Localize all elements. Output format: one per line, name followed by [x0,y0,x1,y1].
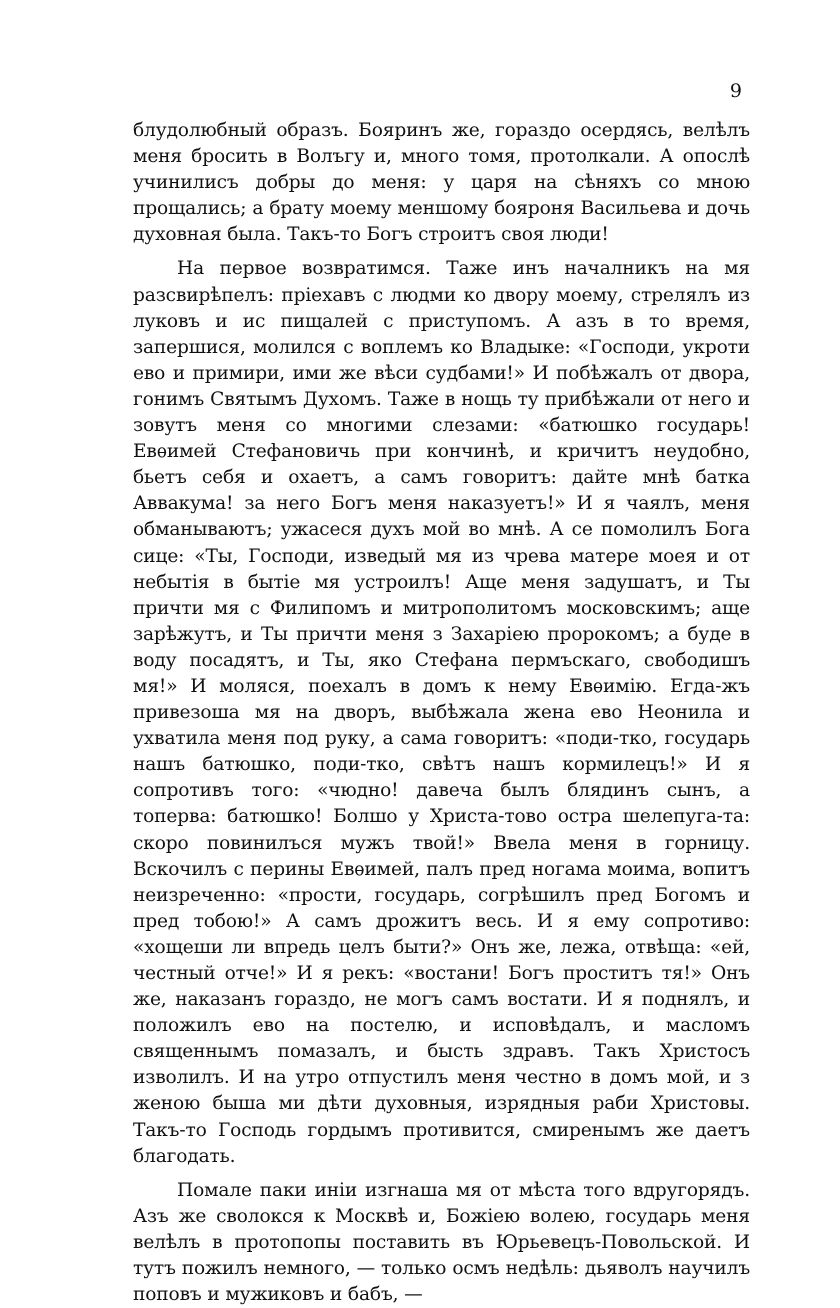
paragraph-continuation: блудолюбный образъ. Бояринъ же, гораздо осердясь, велѣлъ меня бросить в Волъгу и, много томя, протолкали. А опослѣ учинилисъ добры до меня: у царя на сѣняхъ со мною прощались; а брату моему меншому бояроня Васильева и дочь духовная была. Такъ-то Богъ строитъ своя люди! [133,120,750,246]
paragraph-evfimey-story: На первое возвратимся. Таже инъ началникъ на мя разсвирѣпелъ: пріехавъ с людми ко двору моему, стрелялъ из луковъ и ис пищалей с приступомъ. А азъ в то время, запершися, молился с воплемъ ко Владыке: «Господи, укроти ево и примири, ими же вѣси судбами!» И побѣжалъ от двора, гонимъ Святымъ Духомъ. Таже в нощь ту прибѣжали от него и зовутъ меня со многими слезами: «батюшко государь! Евѳимей Стефановичь при кончинѣ, и кричитъ неудобно, бьетъ себя и охаетъ, а самъ говоритъ: дайте мнѣ батка Аввакума! за него Богъ меня наказуетъ!» И я чаялъ, меня обманываютъ; ужасеся духъ мой во мнѣ. А се помолилъ Бога сице: «Ты, Господи, изведый мя из чрева матере моея и от небытія в бытіе мя устроилъ! Аще меня задушатъ, и Ты причти мя с Филипомъ и митрополитомъ московскимъ; аще зарѣжутъ, и Ты причти меня з Захаріею пророкомъ; а буде в воду посадятъ, и Ты, яко Стефана пермъскаго, свободишъ мя!» И моляся, поехалъ в домъ к нему Евѳимію. Егда-жъ привезоша мя на дворъ, выбѣжала жена ево Неонила и ухватила меня под руку, а сама говоритъ: «поди-тко, государь нашъ батюшко, поди-тко, свѣтъ нашъ кормилецъ!» И я сопротивъ того: «чюдно! давеча былъ блядинъ сынъ, а топерва: батюшко! Болшо у Христа-тово остра шелепуга-та: скоро повинилъся мужъ твой!» Ввела меня в горницу. Вскочилъ с перины Евѳимей, палъ пред ногама моима, вопитъ неизреченно: «прости, государь, согрѣшилъ пред Богомъ и пред тобою!» А самъ дрожитъ весь. И я ему сопротиво: «хощеши ли впредь целъ быти?» Онъ же, лежа, отвѣща: «ей, честный отче!» И я рекъ: «востани! Богъ проститъ тя!» Онъ же, наказанъ гораздо, не могъ самъ востати. И я поднялъ, и положилъ ево на постелю, и исповѣдалъ, и масломъ священнымъ помазалъ, и бысть здравъ. Такъ Христосъ изволилъ. И на утро отпустилъ меня честно в домъ мой, и з женою быша ми дѣти духовныя, изрядныя раби Христовы. Такъ-то Господь гордымъ противится, смиренымъ же даетъ благодать. [133,258,750,1167]
page-number: 9 [729,80,742,102]
paragraph-yurievets: Помале паки иніи изгнаша мя от мѣста того вдругорядъ. Азъ же сволокся к Москвѣ и, Божіею волею, государь меня велѣлъ в протопопы поставить въ Юрьевецъ-Повольской. И тутъ пожилъ немного, — только осмъ недѣль: дьяволъ научилъ поповъ и мужиковъ и бабъ, — [133,1179,750,1306]
body-text [133,118,750,1308]
